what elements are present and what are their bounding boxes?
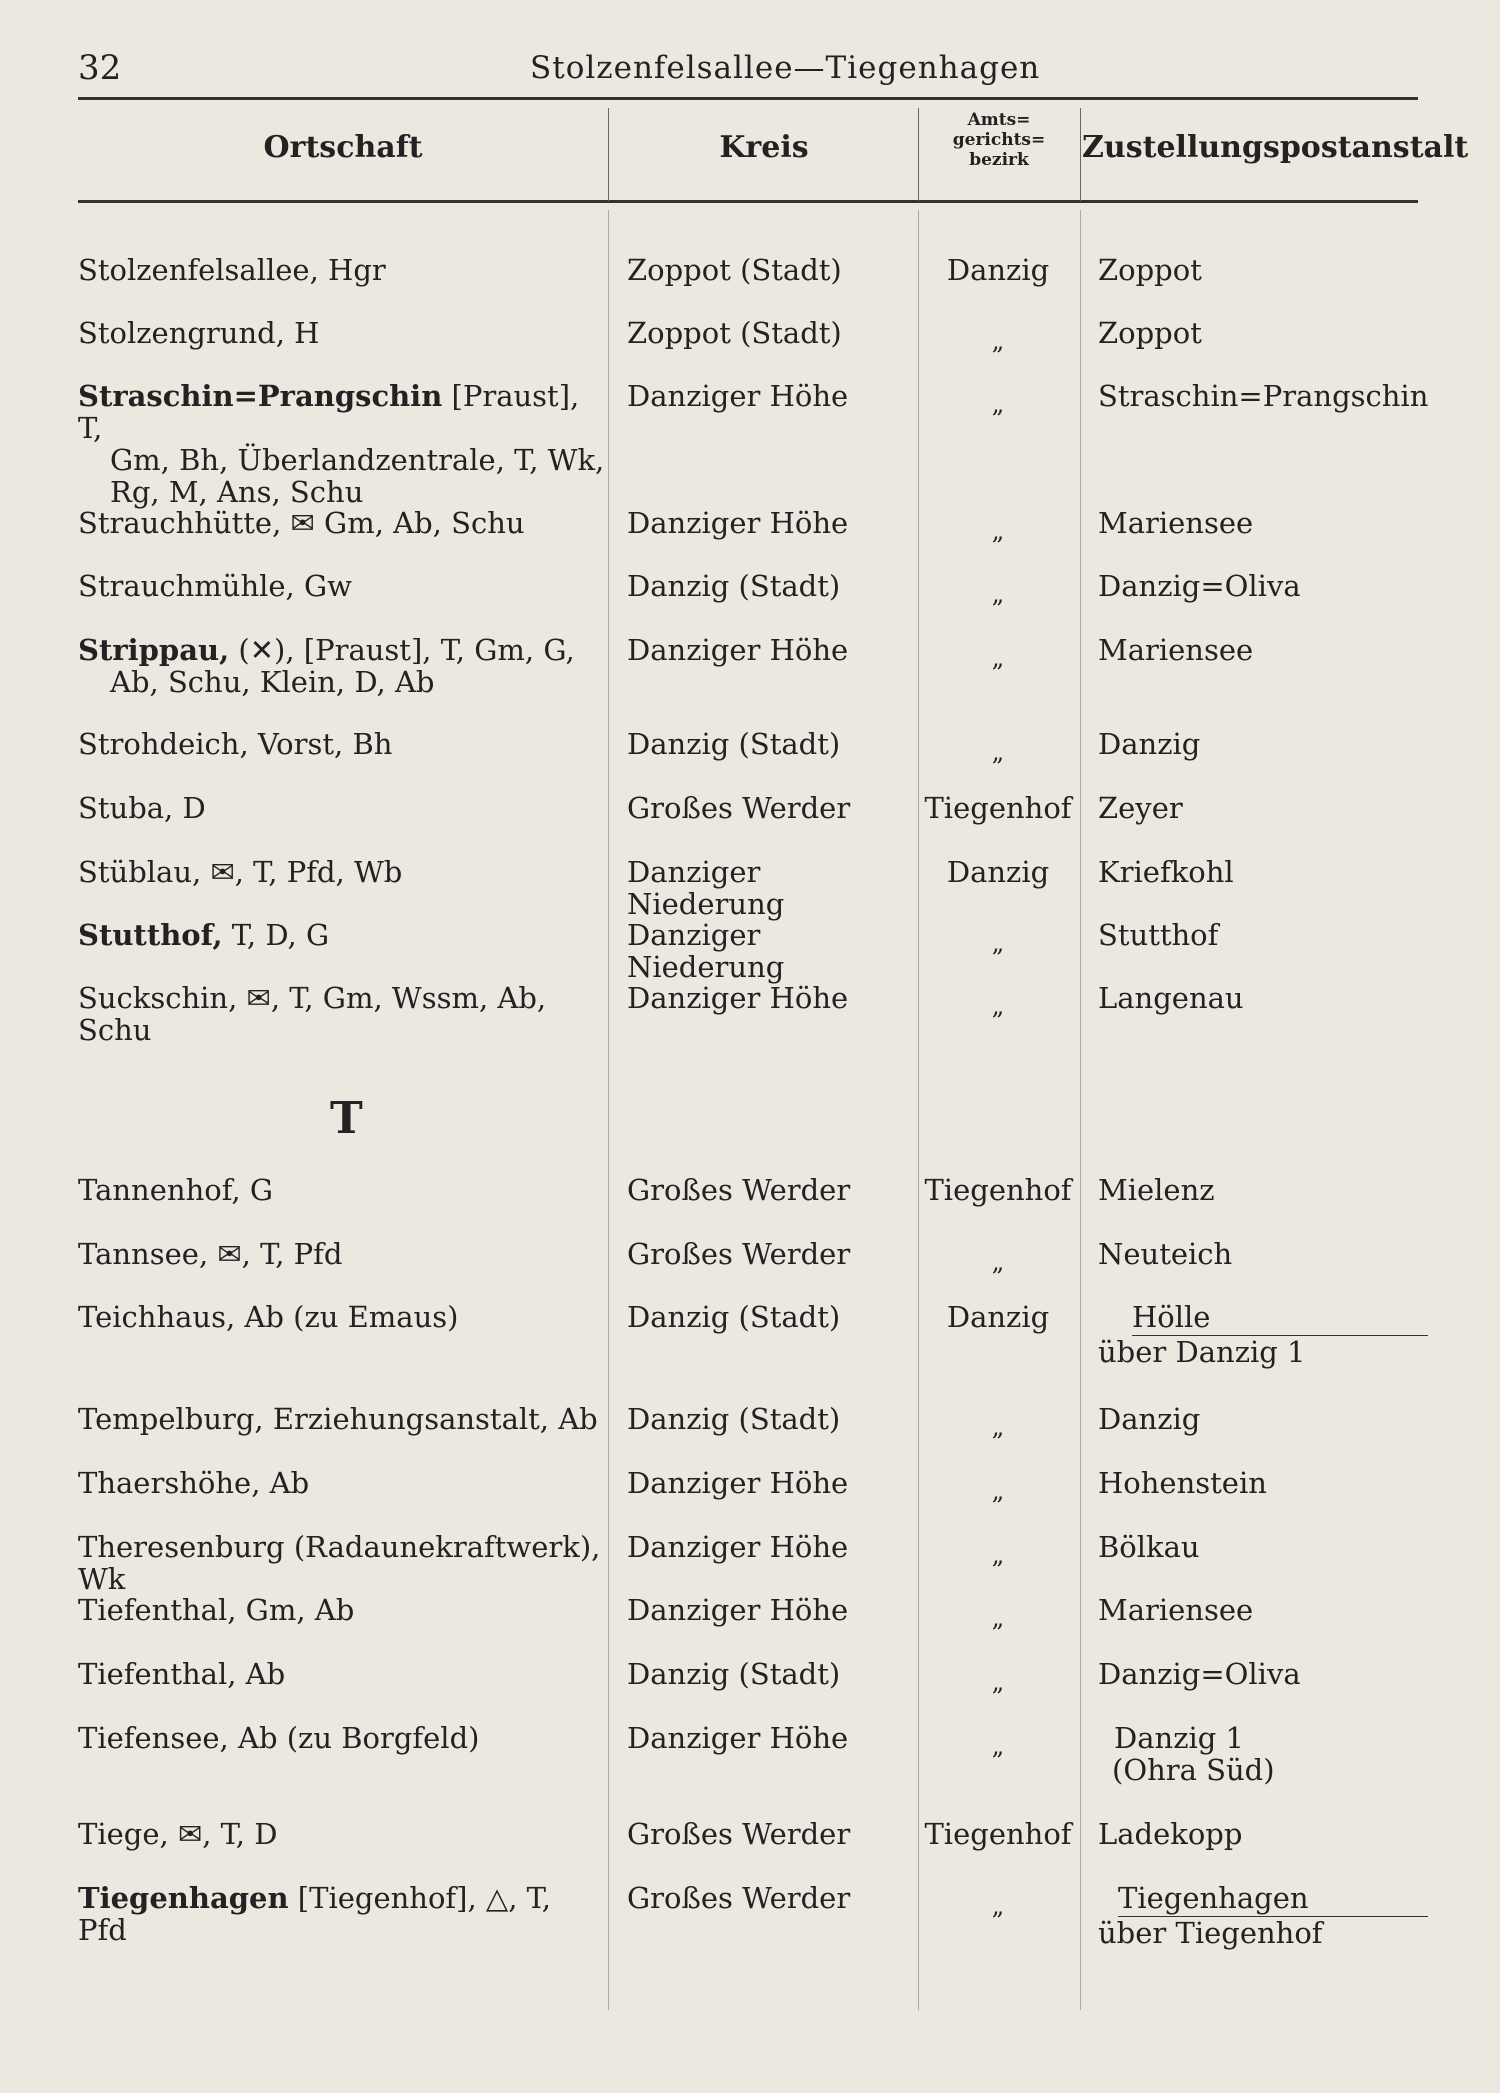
place-details: Tempelburg, Erziehungsanstalt, Ab [78, 1402, 598, 1436]
row-place [78, 317, 608, 349]
row-amt: „ [991, 1541, 1005, 1569]
post-office: Danzig=Oliva [1098, 569, 1301, 603]
post-office: Danzig 1 [1114, 1721, 1245, 1755]
row-place [78, 1467, 608, 1499]
post-office: Hohenstein [1098, 1466, 1267, 1500]
row-amt: „ [991, 644, 1005, 672]
post-office: Danzig [1098, 727, 1201, 761]
row-place [78, 507, 608, 539]
place-details: Thaershöhe, Ab [78, 1466, 310, 1500]
row-post [1098, 1403, 1428, 1435]
post-office: Mielenz [1098, 1173, 1215, 1207]
row-kreis: Danzig (Stadt) [627, 569, 841, 603]
place-details: Stolzenfelsallee, Hgr [78, 253, 386, 287]
row-post [1098, 1531, 1428, 1563]
section-letter: T [330, 1093, 363, 1144]
row-post [1098, 1594, 1428, 1626]
row-post [1098, 982, 1428, 1014]
row-place [78, 1818, 608, 1850]
place-details: Stolzengrund, H [78, 316, 320, 350]
row-kreis: Danzig (Stadt) [627, 727, 841, 761]
row-amt: „ [991, 1477, 1005, 1505]
row-place [78, 1531, 608, 1595]
row-amt: Danzig [946, 253, 1050, 287]
post-office [1098, 1301, 1428, 1336]
row-kreis: Danzig (Stadt) [627, 1300, 841, 1334]
place-details: Tiege, ✉, T, D [78, 1817, 278, 1851]
column-divider-3 [1080, 108, 1081, 201]
header-amt-line1: Amts= [967, 110, 1031, 130]
row-post [1098, 1882, 1428, 1949]
row-amt: „ [991, 517, 1005, 545]
place-details: Strohdeich, Vorst, Bh [78, 727, 393, 761]
place-details-cont: Gm, Bh, Überlandzentrale, T, Wk, Rg, M, Ans, Schu [110, 443, 605, 509]
row-place [78, 1301, 608, 1333]
row-kreis: Danziger Höhe [627, 1466, 849, 1500]
row-post [1098, 1238, 1428, 1270]
post-office: Zoppot [1098, 253, 1202, 287]
row-place [78, 380, 608, 508]
row-amt: „ [991, 1248, 1005, 1276]
top-rule [78, 97, 1418, 100]
row-kreis: Danziger Niederung [627, 918, 785, 984]
row-place [78, 1594, 608, 1626]
place-details: Tiefensee, Ab (zu Borgfeld) [78, 1721, 480, 1755]
page-number: 32 [78, 48, 122, 88]
column-divider-1-body [608, 210, 609, 2010]
row-place [78, 1238, 608, 1270]
row-place [78, 1882, 608, 1946]
header-amt-line3: bezirk [969, 150, 1029, 170]
row-kreis: Danziger Höhe [627, 1593, 849, 1627]
post-office: Langenau [1098, 981, 1244, 1015]
post-office: Neuteich [1098, 1237, 1233, 1271]
row-post [1098, 919, 1428, 951]
row-amt: „ [991, 738, 1005, 766]
row-amt: Danzig [946, 855, 1050, 889]
row-amt: „ [991, 327, 1005, 355]
row-post [1098, 634, 1428, 666]
row-place [78, 1403, 608, 1435]
row-post [1098, 728, 1428, 760]
post-office-via: über Danzig 1 [1098, 1335, 1306, 1369]
post-office-via: über Tiegenhof [1098, 1916, 1323, 1950]
row-kreis: Danziger Höhe [627, 981, 849, 1015]
row-post [1098, 1658, 1428, 1690]
row-amt: „ [991, 1732, 1005, 1760]
row-kreis: Danzig (Stadt) [627, 1402, 841, 1436]
row-kreis: Zoppot (Stadt) [627, 253, 842, 287]
row-place [78, 728, 608, 760]
row-place [78, 570, 608, 602]
row-post [1098, 507, 1428, 539]
row-kreis: Großes Werder [627, 1173, 851, 1207]
header-amt-line2: gerichts= [952, 130, 1046, 150]
post-office-name: Tiegenhagen [1118, 1882, 1428, 1917]
row-place [78, 792, 608, 824]
row-kreis: Großes Werder [627, 1817, 851, 1851]
row-amt: „ [991, 580, 1005, 608]
post-office: Zeyer [1098, 791, 1183, 825]
place-details: [Praust], T, [78, 379, 580, 445]
row-place [78, 634, 608, 698]
row-kreis: Großes Werder [627, 791, 851, 825]
post-office: Stutthof [1098, 918, 1219, 952]
post-office-via: (Ohra Süd) [1112, 1753, 1275, 1787]
post-office: Mariensee [1098, 633, 1254, 667]
header-kreis: Kreis [719, 130, 809, 165]
row-post [1098, 380, 1428, 412]
place-name: Stutthof, [78, 918, 223, 952]
row-place [78, 919, 608, 951]
row-post [1098, 254, 1428, 286]
row-post [1098, 317, 1428, 349]
post-office: Mariensee [1098, 1593, 1254, 1627]
post-office: Kriefkohl [1098, 855, 1234, 889]
row-amt: „ [991, 390, 1005, 418]
post-office: Bölkau [1098, 1530, 1200, 1564]
row-amt: Tiegenhof [924, 1817, 1072, 1851]
post-office [1098, 1882, 1428, 1917]
post-office: Zoppot [1098, 316, 1202, 350]
row-kreis: Danziger Höhe [627, 1721, 849, 1755]
row-amt: „ [991, 1668, 1005, 1696]
row-amt: Tiegenhof [924, 791, 1072, 825]
row-kreis: Großes Werder [627, 1881, 851, 1915]
header-zustellungspostanstalt: Zustellungspostanstalt [1082, 130, 1469, 165]
row-kreis: Zoppot (Stadt) [627, 316, 842, 350]
row-post [1098, 1301, 1428, 1368]
row-kreis: Danziger Höhe [627, 1530, 849, 1564]
place-details: Theresenburg (Radaunekraftwerk), Wk [78, 1530, 601, 1596]
row-post [1098, 1818, 1428, 1850]
row-post [1098, 1174, 1428, 1206]
column-divider-1 [608, 108, 609, 201]
row-kreis: Danziger Höhe [627, 633, 849, 667]
place-details-cont: Ab, Schu, Klein, D, Ab [110, 665, 435, 699]
row-amt: Danzig [946, 1300, 1050, 1334]
place-details: Tiefenthal, Ab [78, 1657, 286, 1691]
column-divider-2-body [918, 210, 919, 2010]
header-rule [78, 200, 1418, 203]
place-details: Tannenhof, G [78, 1173, 274, 1207]
place-details: Strauchmühle, Gw [78, 569, 352, 603]
place-details: T, D, G [222, 918, 330, 952]
row-kreis: Danzig (Stadt) [627, 1657, 841, 1691]
row-amt: „ [991, 1892, 1005, 1920]
row-amt: „ [991, 992, 1005, 1020]
post-office: Mariensee [1098, 506, 1254, 540]
place-details: Suckschin, ✉, T, Gm, Wssm, Ab, Schu [78, 981, 547, 1047]
post-office: Straschin=Prangschin [1098, 379, 1429, 413]
place-details: Tannsee, ✉, T, Pfd [78, 1237, 343, 1271]
row-post [1098, 1467, 1428, 1499]
place-details: Strauchhütte, ✉ Gm, Ab, Schu [78, 506, 525, 540]
place-details: Stuba, D [78, 791, 206, 825]
row-amt: Tiegenhof [924, 1173, 1072, 1207]
row-post [1098, 792, 1428, 824]
row-place [78, 1174, 608, 1206]
post-office: Ladekopp [1098, 1817, 1243, 1851]
post-office: Danzig=Oliva [1098, 1657, 1301, 1691]
header-ortschaft: Ortschaft [263, 130, 423, 165]
place-details: Stüblau, ✉, T, Pfd, Wb [78, 855, 403, 889]
row-kreis: Danziger Höhe [627, 379, 849, 413]
row-place [78, 254, 608, 286]
place-name: Straschin=Prangschin [78, 379, 443, 413]
row-kreis: Großes Werder [627, 1237, 851, 1271]
row-kreis: Danziger Höhe [627, 506, 849, 540]
row-amt: „ [991, 929, 1005, 957]
column-divider-3-body [1080, 210, 1081, 2010]
row-amt: „ [991, 1604, 1005, 1632]
row-post [1098, 1722, 1442, 1786]
place-name: Tiegenhagen [78, 1881, 289, 1915]
row-place [78, 1658, 608, 1690]
place-details: Tiefenthal, Gm, Ab [78, 1593, 355, 1627]
row-place [78, 1722, 608, 1754]
row-amt: „ [991, 1413, 1005, 1441]
post-office: Danzig [1098, 1402, 1201, 1436]
row-post [1098, 856, 1428, 888]
place-details: Teichhaus, Ab (zu Emaus) [78, 1300, 459, 1334]
row-place [78, 856, 608, 888]
post-office-name: Hölle [1132, 1301, 1428, 1336]
place-name: Strippau, [78, 633, 230, 667]
header-amtsgerichtsbezirk [918, 110, 1080, 170]
row-place [78, 982, 608, 1046]
place-details: (✕), [Praust], T, Gm, G, [229, 633, 575, 667]
row-post [1098, 570, 1428, 602]
place-details: [Tiegenhof], △, T, Pfd [78, 1881, 551, 1947]
row-kreis: Danziger Niederung [627, 855, 785, 921]
running-head: Stolzenfelsallee—Tiegenhagen [530, 50, 1041, 86]
